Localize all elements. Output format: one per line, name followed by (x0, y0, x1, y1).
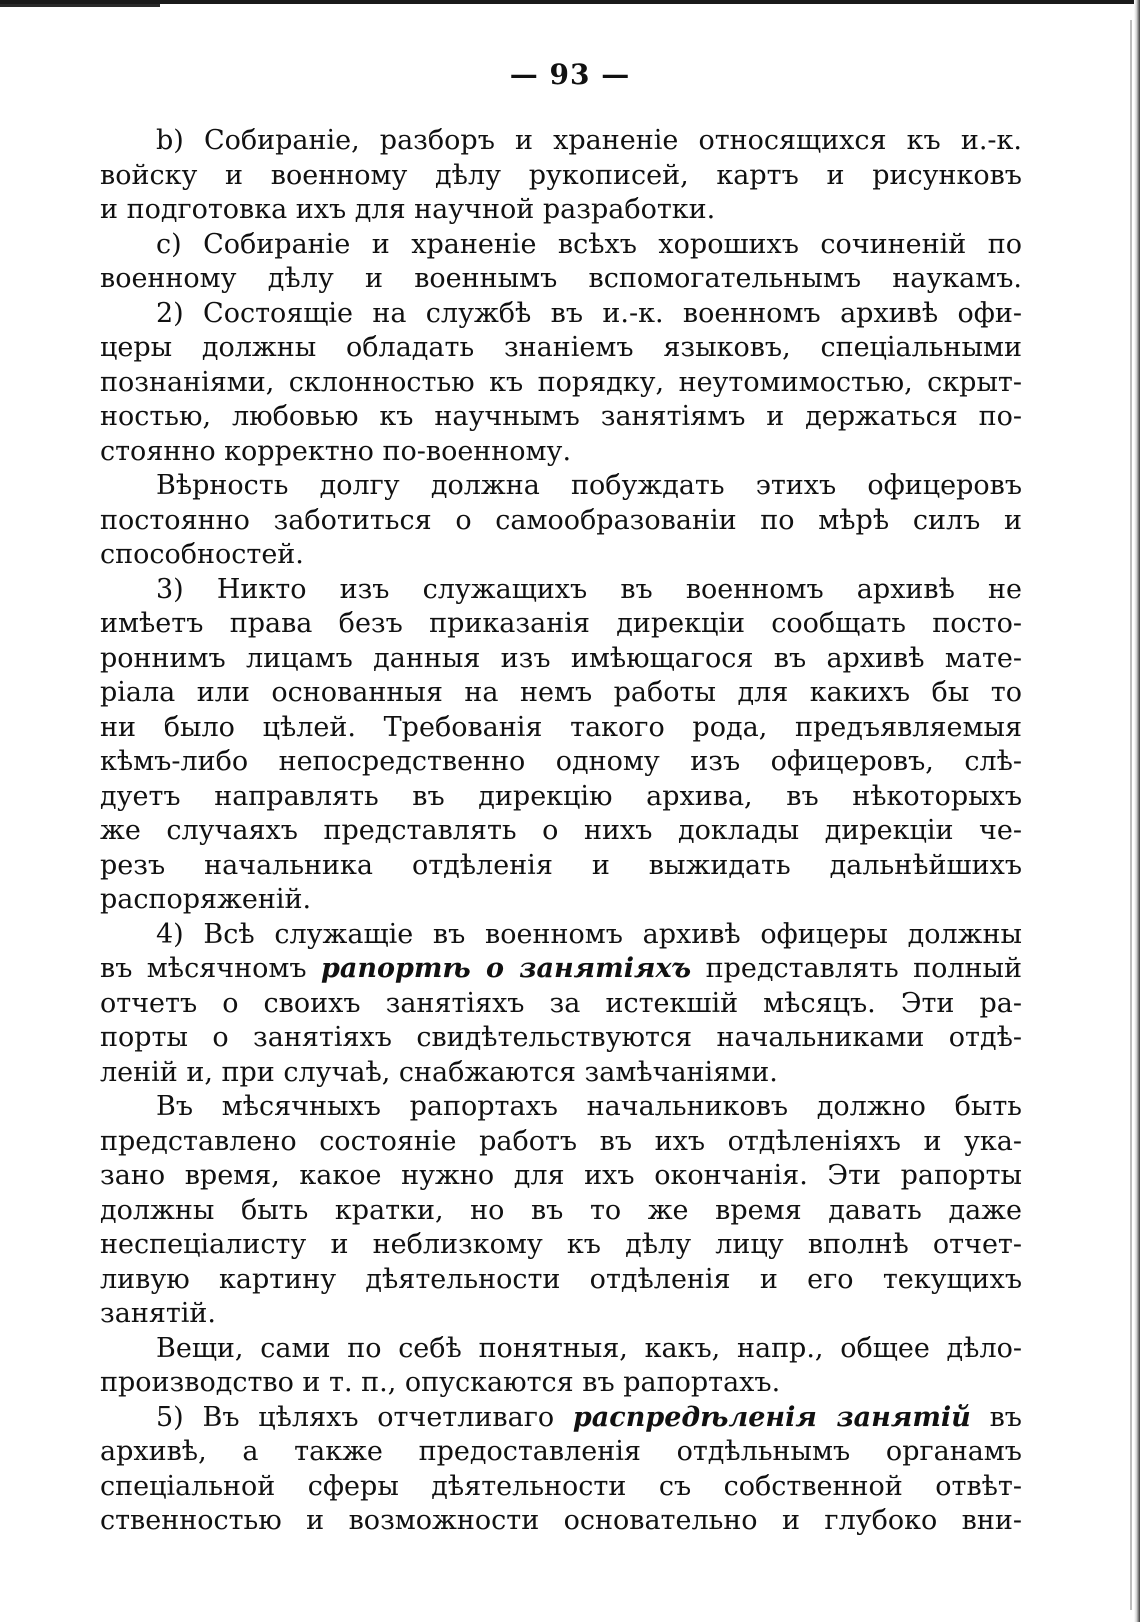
text-line: способностей. (100, 539, 304, 570)
text-line: 2) Состоящіе на службѣ въ и.-к. военномъ архивѣ офи- (156, 297, 1022, 329)
emphasized-term: распредѣленія занятій (572, 1401, 971, 1433)
text-line: Вѣрность долгу должна побуждать этихъ офицеровъ (156, 470, 1022, 501)
text-line: представлено состояніе работъ въ ихъ отдѣленіяхъ и ука- (100, 1125, 1022, 1157)
text-line-with-emphasis (100, 1401, 1022, 1436)
text-line: постоянно заботиться о самообразованіи по мѣрѣ силъ и (100, 504, 1022, 536)
text-line: роннимъ лицамъ данныя изъ имѣющагося въ архивѣ мате- (100, 642, 1022, 674)
text-line: c) Собираніе и храненіе всѣхъ хорошихъ сочиненій по (156, 228, 1022, 260)
text-line: неспеціалисту и неблизкому къ дѣлу лицу вполнѣ отчет- (100, 1229, 1022, 1260)
text-line: производство и т. п., опускаются въ рапортахъ. (100, 1367, 781, 1398)
text-fragment: 5) Въ цѣляхъ отчетливаго (156, 1401, 555, 1433)
scan-right-edge (1134, 0, 1140, 1622)
text-line: ни было цѣлей. Требованія такого рода, предъявляемыя (100, 711, 1022, 743)
text-line: познаніями, склонностью къ порядку, неутомимостью, скрыт- (100, 366, 1022, 398)
text-line: Въ мѣсячныхъ рапортахъ начальниковъ должно быть (156, 1091, 1022, 1122)
text-line: стоянно корректно по-военному. (100, 435, 572, 467)
text-fragment: въ (989, 1401, 1022, 1433)
text-line: имѣетъ права безъ приказанія дирекціи сообщать посто- (100, 608, 1022, 639)
text-line: порты о занятіяхъ свидѣтельствуются начальниками отдѣ- (100, 1022, 1022, 1053)
text-line: войску и военному дѣлу рукописей, картъ и рисунковъ (100, 159, 1022, 191)
text-line: ственностью и возможности основательно и глубоко вни- (100, 1505, 1022, 1536)
text-line: и подготовка ихъ для научной разработки. (100, 194, 716, 225)
text-line: ріала или основанныя на немъ работы для какихъ бы то (100, 677, 1022, 708)
page-text (100, 124, 1022, 1539)
text-line: спеціальной сферы дѣятельности съ собственной отвѣт- (100, 1470, 1022, 1502)
text-line: Вещи, сами по себѣ понятныя, какъ, напр., общее дѣло- (156, 1332, 1022, 1364)
text-line: отчетъ о своихъ занятіяхъ за истекшій мѣсяцъ. Эти ра- (100, 987, 1022, 1019)
text-line: архивѣ, а также предоставленія отдѣльнымъ органамъ (100, 1436, 1022, 1467)
text-line: военному дѣлу и военнымъ вспомогательнымъ наукамъ. (100, 263, 1022, 294)
text-line: леній и, при случаѣ, снабжаются замѣчаніями. (100, 1056, 778, 1088)
text-line-with-emphasis (100, 952, 1022, 987)
text-line: зано время, какое нужно для ихъ окончанія. Эти рапорты (100, 1160, 1022, 1191)
text-fragment: въ мѣсячномъ (100, 953, 307, 984)
text-line: кѣмъ-либо непосредственно одному изъ офицеровъ, слѣ- (100, 746, 1022, 777)
page-number: — 93 — (509, 58, 631, 91)
scan-top-left-mark (0, 4, 160, 7)
text-line: 4) Всѣ служащіе въ военномъ архивѣ офицеры должны (156, 918, 1022, 950)
scan-top-edge (0, 0, 1140, 4)
text-line: распоряженій. (100, 884, 312, 915)
text-line: должны быть кратки, но въ то же время давать даже (100, 1194, 1022, 1226)
text-line: резъ начальника отдѣленія и выжидать дальнѣйшихъ (100, 849, 1022, 881)
text-line: b) Собираніе, разборъ и храненіе относящихся къ и.-к. (156, 125, 1022, 156)
text-line: ностью, любовью къ научнымъ занятіямъ и держаться по- (100, 401, 1022, 432)
text-line: же случаяхъ представлять о нихъ доклады дирекціи че- (100, 815, 1022, 846)
text-line: дуетъ направлять въ дирекцію архива, въ нѣкоторыхъ (100, 780, 1022, 812)
emphasized-term: рапортѣ о занятіяхъ (320, 953, 692, 984)
text-line: ливую картину дѣятельности отдѣленія и его текущихъ (100, 1263, 1022, 1295)
text-line: занятій. (100, 1298, 217, 1329)
text-line: церы должны обладать знаніемъ языковъ, спеціальными (100, 332, 1022, 363)
text-fragment: представлять полный (705, 953, 1022, 984)
text-line: 3) Никто изъ служащихъ въ военномъ архивѣ не (156, 573, 1022, 605)
scan-right-shadow-line (1130, 20, 1132, 1610)
